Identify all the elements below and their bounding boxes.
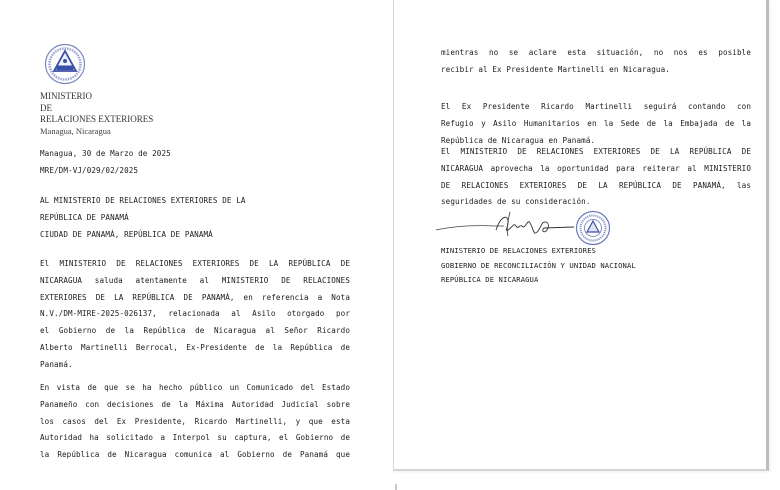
ministry-stamp-seal-icon [575,210,611,246]
letterhead-line-1: MINISTERIO [40,91,92,101]
body-paragraph-1 [40,256,350,374]
signature-line: GOBIERNO DE RECONCILIACIÓN Y UNIDAD NACIONAL [441,260,636,270]
text-line: Refugio y Asilo Humanitarios en la Sede de la Embajada de la [441,118,751,128]
letterhead-line-2: DE [40,102,52,113]
text-line: El MINISTERIO DE RELACIONES EXTERIORES DE LA REPÚBLICA DE [441,147,751,156]
letterhead-line-3: RELACIONES EXTERIORES [40,114,154,124]
body-paragraph-3 [441,45,751,79]
body-paragraph-4 [441,99,751,149]
text-line: El Ex Presidente Ricardo Martinelli seguirá contando con [441,102,751,111]
text-line: N.V./DM-MIRE-2025-026137, relacionada al Asilo otorgado por [40,309,350,319]
addressee-block [40,192,246,243]
addressee-line: REPÚBLICA DE PANAMÁ [40,213,129,222]
text-line: Autoridad ha solicitado a Interpol su captura, el Gobierno de [40,433,350,443]
text-line: DE RELACIONES EXTERIORES DE LA REPÚBLICA DE PANAMÁ, las [441,180,751,190]
text-line: Panameño con decisiones de la Máxima Autoridad Judicial sobre [40,399,350,409]
text-line: el Gobierno de la República de Nicaragua al Señor Ricardo [40,326,350,336]
date-reference-block [40,145,171,179]
signature-block [441,244,636,288]
nicaragua-coat-of-arms-seal-icon [44,43,86,85]
text-line: la República de Nicaragua comunica al Gobierno de Panamá que [40,450,350,460]
text-line: los casos del Ex Presidente, Ricardo Martinelli, y que esta [40,416,350,426]
text-line: mientras no se aclare esta situación, no nos es posible [441,48,751,57]
letterhead-location: Managua, Nicaragua [40,125,111,136]
text-line: NICARAGUA aprovecha la oportunidad para reiterar al MINISTERIO [441,163,751,173]
text-line: NICARAGUA saluda atentamente al MINISTERIO DE RELACIONES [40,275,350,285]
next-page-edge [395,484,397,490]
text-line: seguridades de su consideración. [441,197,591,207]
addressee-line: CIUDAD DE PANAMÁ, REPÚBLICA DE PANAMÁ [40,230,213,239]
body-paragraph-2 [40,380,350,464]
text-line: recibir al Ex Presidente Martinelli en Nicaragua. [441,64,670,74]
closing-paragraph [441,144,751,211]
text-line: En vista de que se ha hecho público un Comunicado del Estado [40,383,350,392]
letterhead [40,91,153,137]
text-line: Alberto Martinelli Berrocal, Ex-Presidente de la República de [40,342,350,352]
letter-reference-number: MRE/DM-VJ/029/02/2025 [40,166,139,175]
text-line: EXTERIORES DE LA REPÚBLICA DE PANAMÁ, en referencia a Nota [40,292,350,302]
handwritten-signature-icon [434,208,584,240]
letter-date: Managua, 30 de Marzo de 2025 [40,149,171,158]
text-line: Panamá. [40,359,73,369]
addressee-line: AL MINISTERIO DE RELACIONES EXTERIORES DE LA [40,196,246,205]
text-line: República de Nicaragua en Panamá. [441,135,596,145]
document-page-2 [393,0,769,471]
text-line: El MINISTERIO DE RELACIONES EXTERIORES DE LA REPÚBLICA DE [40,259,350,268]
signature-line: MINISTERIO DE RELACIONES EXTERIORES [441,246,596,255]
signature-line: REPÚBLICA DE NICARAGUA [441,275,539,284]
